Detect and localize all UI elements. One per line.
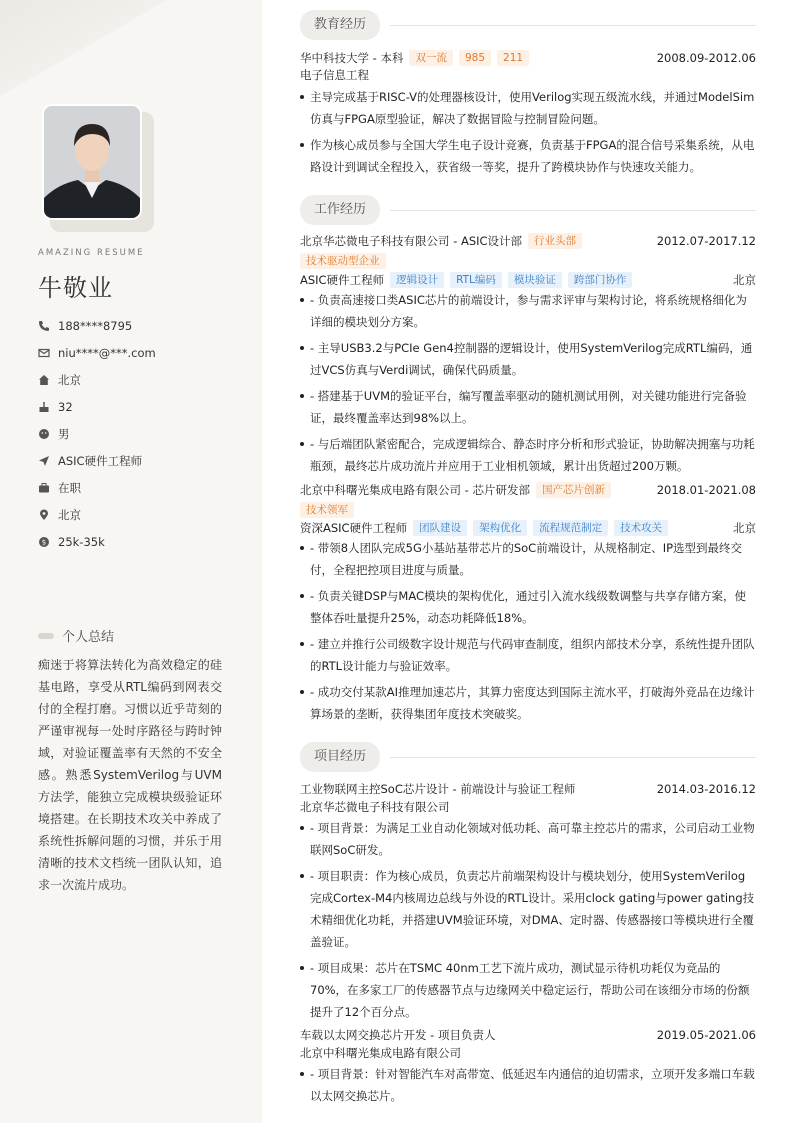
brand-label: AMAZING RESUME [38, 248, 145, 258]
job-tag-row [294, 501, 750, 519]
face-icon [38, 428, 50, 440]
skill-tag: RTL编码 [450, 272, 502, 288]
phone-icon [38, 320, 50, 332]
summary-heading [38, 626, 114, 645]
info-gender [38, 420, 248, 447]
school-tag: 985 [459, 50, 491, 66]
info-status [38, 474, 248, 501]
info-phone [38, 312, 248, 339]
company-tag: 行业头部 [528, 233, 582, 249]
education-major-row [300, 66, 756, 84]
major: 电子信息工程 [300, 68, 369, 82]
info-salary [38, 528, 248, 555]
section-title: 教育经历 [300, 10, 380, 40]
company-name: 北京华芯微电子科技有限公司 - ASIC设计部 [300, 234, 523, 248]
section-title: 项目经历 [300, 742, 380, 772]
list-item: 主导完成基于RISC-V的处理器核设计，使用Verilog实现五级流水线，并通过ModelSim仿真与FPGA原型验证，解决了数据冒险与控制冒险问题。 [300, 86, 756, 130]
list-item: - 带领8人团队完成5G小基站基带芯片的SoC前端设计，从规格制定、IP选型到最终交付，全程把控项目进度与质量。 [300, 537, 756, 581]
school-tag: 双一流 [409, 50, 453, 66]
info-location [38, 501, 248, 528]
info-home [38, 366, 248, 393]
location-pin-icon [38, 509, 50, 521]
divider [390, 210, 756, 211]
contact-info-list [38, 312, 248, 555]
home-icon [38, 374, 50, 386]
job-company-row [300, 232, 756, 250]
info-text: ASIC硬件工程师 [58, 453, 143, 468]
info-email [38, 339, 248, 366]
skill-tag: 团队建设 [413, 520, 467, 536]
work-section-header [300, 195, 756, 225]
project-name: 工业物联网主控SoC芯片设计 - 前端设计与验证工程师 [300, 782, 576, 796]
list-item: - 搭建基于UVM的验证平台，编写覆盖率驱动的随机测试用例，对关键功能进行完备验证，最终覆盖率达到98%以上。 [300, 385, 756, 429]
email-icon [38, 347, 50, 359]
job-city: 北京 [733, 273, 756, 287]
heading-bar [38, 633, 54, 639]
projects-section-header [300, 742, 756, 772]
list-item: - 负责关键DSP与MAC模块的架构优化，通过引入流水线级数调整与共享存储方案，使整体吞吐量提升25%，动态功耗降低18%。 [300, 585, 756, 629]
skill-tag: 跨部门协作 [568, 272, 633, 288]
school-tag: 211 [497, 50, 529, 66]
school-name: 华中科技大学 - 本科 [300, 51, 404, 65]
project-bullets [300, 1063, 756, 1111]
summary-title: 个人总结 [62, 630, 115, 645]
project-name: 车载以太网交换芯片开发 - 项目负责人 [300, 1028, 496, 1042]
info-age [38, 393, 248, 420]
project-title-row [300, 1026, 756, 1044]
divider [390, 757, 756, 758]
skill-tag: 技术攻关 [614, 520, 668, 536]
job-title: ASIC硬件工程师 [300, 273, 385, 287]
profile-photo [42, 104, 142, 220]
info-text: niu****@***.com [58, 345, 156, 360]
project-company: 北京中科曙光集成电路有限公司 [300, 1046, 461, 1060]
list-item: - 项目职责：作为核心成员，负责芯片前端架构设计与模块划分，使用SystemVerilog完成Cortex-M4内核周边总线与外设的RTL设计。采用clock gating与power gating技术精细优化功耗，并搭建UVM验证环境，对DMA、定时器、传感器接口等模块进行全覆盖验证。 [300, 865, 756, 953]
company-name: 北京中科曙光集成电路有限公司 - 芯片研发部 [300, 483, 530, 497]
list-item: - 成功交付某款AI推理加速芯片，其算力密度达到国际主流水平，打破海外竞品在边缘计算场景的垄断，获得集团年度技术突破奖。 [300, 681, 756, 725]
list-item: - 项目背景：针对智能汽车对高带宽、低延迟车内通信的迫切需求，立项开发多端口车载以太网交换芯片。 [300, 1063, 756, 1107]
summary-text: 痴迷于将算法转化为高效稳定的硅基电路，享受从RTL编码到网表交付的全程打磨。习惯以近乎苛刻的严谨审视每一处时序路径与跨时钟域，对验证覆盖率有天然的不安全感。熟悉SystemVerilog与UVM方法学，能独立完成模块级验证环境搭建。在长期技术攻关中养成了系统性拆解问题的习惯，并乐于用清晰的技术文档统一团队认知，追求一次流片成功。 [38, 658, 222, 892]
date-range: 2014.03-2016.12 [656, 782, 756, 796]
education-bullets [300, 86, 756, 182]
date-range: 2008.09-2012.06 [656, 51, 756, 65]
company-tag: 技术领军 [300, 502, 354, 518]
list-item: - 项目背景：为满足工业自动化领域对低功耗、高可靠主控芯片的需求，公司启动工业物联网SoC研发。 [300, 817, 756, 861]
date-range: 2018.01-2021.08 [656, 483, 756, 497]
info-text: 男 [58, 426, 70, 441]
company-tag: 国产芯片创新 [536, 482, 611, 498]
cake-icon [38, 401, 50, 413]
skill-tag: 流程规范制定 [533, 520, 608, 536]
job-role-row [300, 271, 756, 289]
education-school-row [300, 49, 756, 67]
divider [390, 25, 756, 26]
project-company-row [300, 798, 756, 816]
send-icon [38, 455, 50, 467]
briefcase-icon [38, 482, 50, 494]
info-text: 188****8795 [58, 318, 133, 333]
list-item: 作为核心成员参与全国大学生电子设计竞赛，负责基于FPGA的混合信号采集系统，从电路设计到调试全程投入，获省级一等奖，提升了跨模块协作与快速攻关能力。 [300, 134, 756, 178]
money-icon [38, 536, 50, 548]
job-company-row [300, 481, 756, 499]
skill-tag: 架构优化 [473, 520, 527, 536]
svg-text:$: $ [41, 538, 47, 547]
info-text: 北京 [58, 372, 81, 387]
list-item: - 建立并推行公司级数字设计规范与代码审查制度，组织内部技术分享，系统性提升团队的RTL设计能力与验证效率。 [300, 633, 756, 677]
avatar [42, 104, 142, 220]
date-range: 2012.07-2017.12 [656, 234, 756, 248]
job-bullets [300, 289, 756, 481]
info-text: 32 [58, 399, 73, 414]
candidate-name: 牛敬业 [38, 274, 113, 302]
info-text: 在职 [58, 480, 81, 495]
info-position [38, 447, 248, 474]
education-section-header [300, 10, 756, 40]
skill-tag: 逻辑设计 [390, 272, 444, 288]
list-item: - 项目成果：芯片在TSMC 40nm工艺下流片成功，测试显示待机功耗仅为竞品的70%，在多家工厂的传感器节点与边缘网关中稳定运行，帮助公司在该细分市场的份额提升了12个百分点。 [300, 957, 756, 1023]
project-company: 北京华芯微电子科技有限公司 [300, 800, 450, 814]
project-company-row [300, 1044, 756, 1062]
info-text: 北京 [58, 507, 81, 522]
project-bullets [300, 817, 756, 1027]
list-item: - 主导USB3.2与PCIe Gen4控制器的逻辑设计，使用SystemVerilog完成RTL编码，通过VCS仿真与Verdi调试，确保代码质量。 [300, 337, 756, 381]
info-text: 25k-35k [58, 534, 105, 549]
list-item: - 与后端团队紧密配合，完成逻辑综合、静态时序分析和形式验证，协助解决拥塞与功耗瓶颈，最终芯片成功流片并应用于工业相机领域，累计出货超过200万颗。 [300, 433, 756, 477]
job-title: 资深ASIC硬件工程师 [300, 521, 408, 535]
sidebar-decoration [0, 0, 262, 120]
list-item: - 负责高速接口类ASIC芯片的前端设计，参与需求评审与架构讨论，将系统规格细化为详细的模块划分方案。 [300, 289, 756, 333]
sidebar [0, 0, 262, 1123]
skill-tag: 模块验证 [508, 272, 562, 288]
date-range: 2019.05-2021.06 [656, 1028, 756, 1042]
section-title: 工作经历 [300, 195, 380, 225]
job-city: 北京 [733, 521, 756, 535]
job-bullets [300, 537, 756, 729]
job-role-row [300, 519, 756, 537]
company-tag: 技术驱动型企业 [300, 253, 386, 269]
job-tag-row [294, 252, 750, 270]
project-title-row [300, 780, 756, 798]
